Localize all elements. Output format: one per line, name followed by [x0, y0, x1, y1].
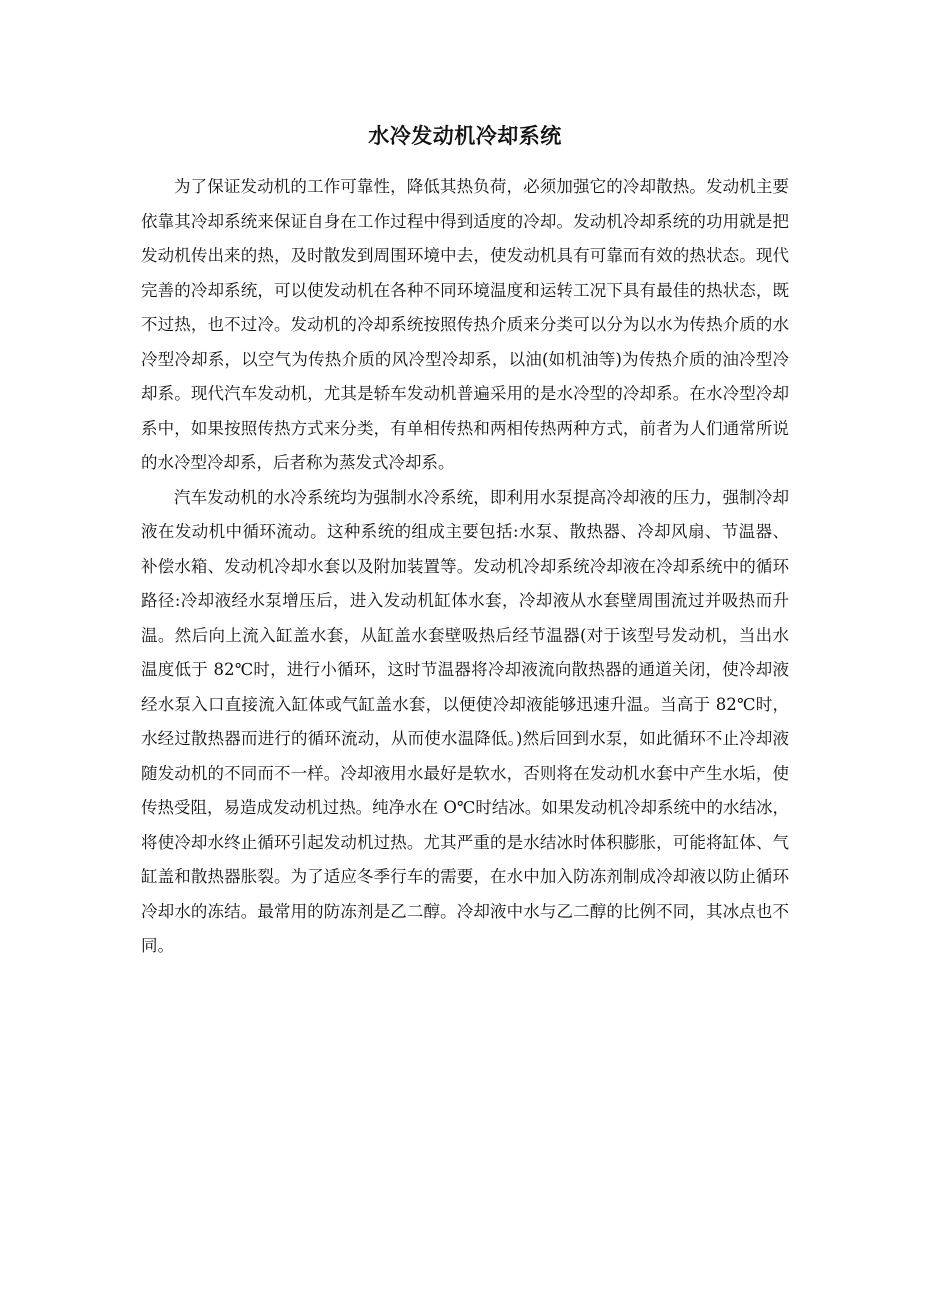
document-body [141, 118, 789, 964]
paragraph-circulation: 汽车发动机的水冷系统均为强制水冷系统，即利用水泵提高冷却液的压力，强制冷却液在发动机中循环流动。这种系统的组成主要包括:水泵、散热器、冷却风扇、节温器、补偿水箱、发动机冷却水套以及附加装置等。发动机冷却系统冷却液在冷却系统中的循环路径:冷却液经水泵增压后，进入发动机缸体水套，冷却液从水套壁周围流过并吸热而升温。然后向上流入缸盖水套，从缸盖水套壁吸热后经节温器(对于该型号发动机，当出水温度低于 82℃时，进行小循环，这时节温器将冷却液流向散热器的通道关闭，使冷却液经水泵入口直接流入缸体或气缸盖水套，以便使冷却液能够迅速升温。当高于 82℃时，水经过散热器而进行的循环流动，从而使水温降低。)然后回到水泵，如此循环不止冷却液随发动机的不同而不一样。冷却液用水最好是软水，否则将在发动机水套中产生水垢，使传热受阻，易造成发动机过热。纯净水在 O℃时结冰。如果发动机冷却系统中的水结冰，将使冷却水终止循环引起发动机过热。尤其严重的是水结冰时体积膨胀，可能将缸体、气缸盖和散热器胀裂。为了适应冬季行车的需要，在水中加入防冻剂制成冷却液以防止循环冷却水的冻结。最常用的防冻剂是乙二醇。冷却液中水与乙二醇的比例不同，其冰点也不同。 [141, 487, 789, 955]
paragraph-intro: 为了保证发动机的工作可靠性，降低其热负荷，必须加强它的冷却散热。发动机主要依靠其冷却系统来保证自身在工作过程中得到适度的冷却。发动机冷却系统的功用就是把发动机传出来的热，及时散发到周围环境中去，使发动机具有可靠而有效的热状态。现代完善的冷却系统，可以使发动机在各种不同环境温度和运转工况下具有最佳的热状态，既不过热，也不过冷。发动机的冷却系统按照传热介质来分类可以分为以水为传热介质的水冷型冷却系，以空气为传热介质的风冷型冷却系，以油(如机油等)为传热介质的油冷型冷却系。现代汽车发动机，尤其是轿车发动机普遍采用的是水冷型的冷却系。在水冷型冷却系中，如果按照传热方式来分类，有单相传热和两相传热两种方式，前者为人们通常所说的水冷型冷却系，后者称为蒸发式冷却系。 [141, 177, 789, 472]
document-title: 水冷发动机冷却系统 [368, 123, 562, 148]
